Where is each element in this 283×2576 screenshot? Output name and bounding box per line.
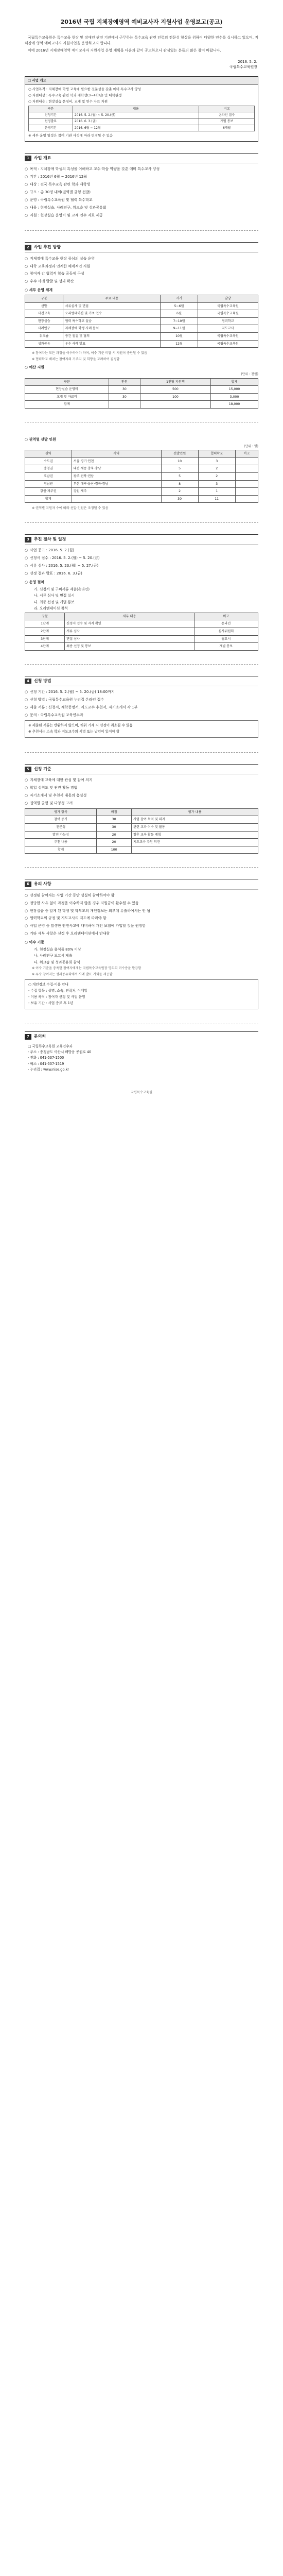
section-title: 추진 절차 및 일정 [33, 537, 66, 542]
list-item: ○ 권역별 균형 및 다양성 고려 [25, 801, 73, 805]
list-item: ○ 제출 서류 : 신청서, 재학증명서, 지도교수 추천서, 자기소개서 각 1부 [25, 705, 138, 709]
note: ※ 협력학교 배치는 참여자의 거주지 및 희망을 고려하여 결정함 [32, 357, 120, 361]
date: 2016. 5. 2. [238, 59, 257, 64]
unit-label: (단위 : 명) [244, 444, 258, 448]
divider [25, 664, 258, 665]
organization: 국립특수교육원장 [229, 65, 257, 70]
list-item: ○ 자기소개서 및 추천서 내용의 충실성 [25, 793, 87, 798]
section-direction [0, 238, 283, 415]
section-cautions [0, 875, 283, 1016]
table-cell: 2016. 6월 ~ 12월 [73, 125, 199, 131]
list-item: ○ 사업 운영 중 발생한 안전사고에 대비하여 개인 보험에 가입할 것을 권장함 [25, 924, 146, 928]
sub-item: 가. 현장실습 출석률 80% 이상 [34, 947, 81, 952]
list-item: ○ 문의 : 국립특수교육원 교육연수과 [25, 713, 83, 717]
divider [25, 867, 258, 868]
list-item: ○ 협력학교의 규정 및 지도교사의 지도에 따라야 함 [25, 916, 107, 921]
section-procedure [0, 530, 283, 657]
note: ※ 이수 기준을 충족한 참여자에게는 국립특수교육원장 명의의 이수증을 발급함 [32, 967, 142, 971]
privacy-line: ○ 개인정보 수집·이용 안내 [28, 982, 68, 987]
table-header: 구분 [25, 295, 63, 302]
section-number: 6 [25, 882, 31, 887]
table-row: 강원·제주권 강원·제주 2 1 [25, 488, 258, 496]
table-row: 참여 동기 30 사업 참여 목적 및 의지 [25, 816, 258, 824]
list-item: ○ 기간 : 2016년 6월 ~ 2016년 12월 [25, 175, 87, 179]
intro-paragraph: 이에 2016년 지체장애영역 예비교사자 지원사업 운영 계획을 다음과 같이 공고하오니 관심있는 분들의 많은 참여 바랍니다. [28, 48, 221, 53]
table-cell: 2016. 5. 2.(월) ~ 5. 20.(금) [73, 112, 199, 118]
table-row: 워크숍 중간 점검 및 협의 10월 국립특수교육원 [25, 333, 258, 341]
title-block [0, 0, 283, 33]
intro [0, 33, 283, 58]
summary-table [28, 106, 255, 131]
notice-box [25, 720, 258, 738]
section-title: 선정 기준 [33, 767, 51, 772]
table-title: ○ 세부 운영 체계 [25, 288, 52, 293]
sub-item: 다. 최종 선정 및 개별 통보 [34, 600, 75, 604]
contact-line: - 팩스 : 041-537-1519 [28, 1061, 64, 1066]
summary-line: ○ 지원대상 : 특수교육 관련 학과 재학생(3~4학년) 및 대학원생 [28, 93, 122, 97]
table-row: 1단계 신청서 접수 및 자격 확인 온라인 [25, 620, 258, 628]
signature-block [0, 58, 283, 74]
privacy-box [25, 979, 258, 1010]
table-cell: 운영기간 [29, 125, 73, 131]
table-title: ○ 권역별 선발 인원 [25, 437, 56, 442]
list-item: ○ 대상 : 전국 특수교육 관련 학과 재학생 [25, 182, 91, 187]
list-item: ○ 목적 : 지체장애 학생의 특성을 이해하고 교수·학습 역량을 갖춘 예비 특수교사 양성 [25, 167, 160, 172]
privacy-line: - 수집 항목 : 성명, 소속, 연락처, 이메일 [28, 988, 87, 993]
list-item: ○ 선정된 참여자는 사업 기간 동안 성실히 참여하여야 함 [25, 893, 115, 897]
table-row: 충청권 대전·세종·충북·충남 5 2 [25, 465, 258, 473]
note: ※ 우수 참여자는 성과공유회에서 사례 발표 기회를 제공함 [32, 972, 113, 976]
summary-box [25, 76, 258, 142]
list-item: ○ 참여자 간 협력적 학습 공동체 구성 [25, 272, 84, 276]
section-title: 사업 추진 방향 [33, 245, 61, 250]
budget-table: 구분 인원 1인당 지원액 합계 현장실습 운영비 30 500 15,000 교재 및 자료비 30 100 3,000 합계 18,000 [25, 378, 258, 409]
table-row: 수도권 서울·경기·인천 10 3 [25, 457, 258, 465]
list-item: ○ 지체장애 교육에 대한 관심 및 참여 의지 [25, 778, 93, 783]
list-item: ○ 정당한 사유 없이 과정을 이수하지 않을 경우 지원금이 환수될 수 있음 [25, 901, 139, 905]
table-row: 전문성 30 관련 교과 이수 및 활동 [25, 824, 258, 832]
table-row: 발전 가능성 20 향후 교육 활동 계획 [25, 831, 258, 839]
table-cell: 개별 통보 [199, 118, 255, 125]
notice-line: ※ 추천서는 소속 학과 지도교수의 서명 또는 날인이 있어야 함 [28, 729, 120, 734]
list-item: ○ 신청서 접수 : 2016. 5. 2.(월) ~ 5. 20.(금) [25, 556, 100, 561]
section-number: 3 [25, 537, 31, 543]
section-criteria [0, 760, 283, 860]
table-row: 2단계 서류 심사 심사위원회 [25, 628, 258, 636]
unit-label: (단위 : 천원) [241, 372, 258, 377]
sub-item: 라. 오리엔테이션 참석 [34, 606, 68, 611]
contact-section [25, 1031, 258, 1074]
table-row: 영남권 부산·대구·울산·경북·경남 8 3 [25, 480, 258, 488]
list-item: ○ 우수 사례 발굴 및 성과 확산 [25, 279, 74, 284]
list-item: ○ 현장실습 중 알게 된 학생 및 학부모의 개인정보는 외부에 유출하여서는 안 됨 [25, 908, 151, 913]
section-application [0, 672, 283, 745]
list-item: ○ 기타 세부 사항은 선정 후 오리엔테이션에서 안내함 [25, 931, 110, 936]
table-row: 사례연구 지체장애 학생 사례 분석 9~11월 지도교사 [25, 325, 258, 333]
section-title: 유의 사항 [33, 882, 51, 887]
criteria-table: 평가 항목 배점 평가 내용 참여 동기 30 사업 참여 목적 및 의지 전문성 30 관련 교과 이수 및 활동 발전 가능성 20 향후 교육 활동 계획 추천 내용 20 지도교수 추천 의견 합계 100 [25, 808, 258, 854]
table-row: 현장실습 협력 특수학교 실습 7~10월 협력학교 [25, 317, 258, 325]
privacy-line: - 보유 기간 : 사업 종료 후 1년 [28, 1001, 74, 1006]
divider [25, 752, 258, 753]
list-item: ○ 사업 공고 : 2016. 5. 2.(월) [25, 548, 75, 553]
summary-heading: □ 사업 개요 [25, 77, 258, 84]
list-item: ○ 선정 결과 발표 : 2016. 6. 3.(금) [25, 571, 82, 575]
table-row: 교재 및 자료비 30 100 3,000 [25, 393, 258, 401]
subsection-title: ○ 이수 기준 [25, 940, 45, 944]
section-title: 문의처 [33, 1034, 46, 1039]
contact-line: □ 국립특수교육원 교육연수과 [28, 1044, 73, 1048]
table-row [29, 112, 255, 118]
section-number: 2 [25, 245, 31, 250]
intro-paragraph: 국립특수교육원은 특수교육 현장 및 장애인 관련 기관에서 근무하는 특수교육 관련 인력의 전문성 향상을 위하여 다양한 연수를 실시하고 있으며, 지체장애 영역 예비교사자 지원사업을 운영하고자 합니다. [25, 36, 258, 45]
table-title: ○ 예산 지원 [25, 365, 45, 370]
divider [25, 230, 258, 231]
table-header: 주요 내용 [63, 295, 161, 302]
list-item: ○ 지원 : 현장실습 운영비 및 교재·연수 자료 제공 [25, 213, 103, 217]
table-cell: 신청기간 [29, 112, 73, 118]
list-item: ○ 지체장애 특수교육 현장 중심의 실습 운영 [25, 256, 95, 261]
list-item: ○ 학업 성취도 및 관련 활동 경험 [25, 786, 78, 790]
table-header: 구분 [29, 106, 73, 112]
table-row: 합계 18,000 [25, 401, 258, 409]
list-item: ○ 서류 심사 : 2016. 5. 23.(월) ~ 5. 27.(금) [25, 564, 99, 568]
table-row: 추천 내용 20 지도교수 추천 의견 [25, 839, 258, 846]
contact-line: - 누리집 : www.nise.go.kr [28, 1067, 69, 1072]
table-row: 현장실습 운영비 30 500 15,000 [25, 386, 258, 394]
note: ※ 권역별 지원자 수에 따라 선발 인원은 조정될 수 있음 [32, 506, 109, 511]
sub-item: 가. 신청서 및 구비서류 제출(온라인) [34, 587, 90, 591]
table-row [29, 125, 255, 131]
table-cell: 6개월 [199, 125, 255, 131]
table-row: 합계 100 [25, 846, 258, 854]
table-cell: 온라인 접수 [199, 112, 255, 118]
section-regional [0, 430, 283, 515]
table-row: 성과공유 우수 사례 발표 12월 국립특수교육원 [25, 340, 258, 348]
regional-table: 권역 지역 선발인원 협력학교 비고 수도권 서울·경기·인천 10 3 충청권 대전·세종·충북·충남 5 2 호남권 광주·전북·전남 5 2 영남권 부산·대구·울산·경북·경남 8 3 강원·제주권 강원·제주 2 1 합계 30 11 [25, 450, 258, 503]
table-cell: 선정발표 [29, 118, 73, 125]
operation-table [25, 295, 258, 348]
list-item: ○ 대학 교육과정과 연계한 체계적인 지원 [25, 264, 91, 268]
table-row [29, 118, 255, 125]
table-cell: 2016. 6. 3.(금) [73, 118, 199, 125]
sub-item: 나. 사례연구 보고서 제출 [34, 954, 73, 958]
notice-line: ※ 제출된 서류는 반환하지 않으며, 허위 기재 시 선정이 취소될 수 있음 [28, 723, 133, 727]
contact-line: - 주소 : 충청남도 아산시 배방읍 공원로 40 [28, 1050, 92, 1055]
summary-note: ※ 세부 운영 일정은 참여 기관 사정에 따라 변경될 수 있음 [28, 133, 113, 138]
contact-line: - 전화 : 041-537-1500 [28, 1056, 64, 1060]
table-row: 사전교육 오리엔테이션 및 기초 연수 6월 국립특수교육원 [25, 310, 258, 318]
table-header: 담당 [198, 295, 258, 302]
table-row: 합계 30 11 [25, 495, 258, 503]
table-row: 4단계 최종 선정 및 통보 개별 통보 [25, 643, 258, 651]
list-item: ○ 운영 : 국립특수교육원 및 협력 특수학교 [25, 197, 93, 202]
divider [25, 522, 258, 523]
section-number: 5 [25, 767, 31, 772]
table-header: 내용 [73, 106, 199, 112]
subsection-title: ○ 운영 절차 [25, 580, 45, 584]
list-item: ○ 규모 : 총 30명 내외(권역별 균형 선발) [25, 190, 91, 194]
table-row: 선발 서류심사 및 면접 5~6월 국립특수교육원 [25, 302, 258, 310]
footer: 국립특수교육원 [131, 1090, 152, 1094]
list-item: ○ 신청 기간 : 2016. 5. 2.(월) ~ 5. 20.(금) 18:00까지 [25, 690, 115, 694]
list-item: ○ 내용 : 현장실습, 사례연구, 워크숍 및 성과공유회 [25, 205, 107, 210]
procedure-table: 구분 세부 내용 비고 1단계 신청서 접수 및 자격 확인 온라인 2단계 서류 심사 심사위원회 3단계 면접 심사 필요시 4단계 최종 선정 및 통보 개별 통보 [25, 613, 258, 651]
section-title: 신청 방법 [33, 678, 51, 683]
summary-line: ○ 지원내용 : 현장실습 운영비, 교재 및 연수 자료 지원 [28, 99, 108, 104]
list-item: ○ 신청 방법 : 국립특수교육원 누리집 온라인 접수 [25, 698, 104, 702]
table-header: 시기 [161, 295, 198, 302]
sub-item: 나. 서류 심사 및 면접 실시 [34, 594, 75, 598]
table-header: 비고 [199, 106, 255, 112]
sub-item: 다. 워크숍 및 성과공유회 참석 [34, 960, 80, 964]
section-number: 4 [25, 679, 31, 684]
section-number: 1 [25, 156, 31, 161]
section-overview [0, 149, 283, 223]
privacy-line: - 이용 목적 : 참여자 선정 및 사업 운영 [28, 995, 85, 999]
table-row: 호남권 광주·전북·전남 5 2 [25, 473, 258, 481]
document-title: 2016년 국립 지체장애영역 예비교사자 지원사업 운영보고(공고) [61, 18, 223, 28]
table-row: 3단계 면접 심사 필요시 [25, 635, 258, 643]
note: ※ 참여자는 모든 과정을 이수하여야 하며, 이수 기준 미달 시 지원이 중단될 수 있음 [32, 351, 147, 355]
section-title: 사업 개요 [33, 156, 51, 161]
summary-line: ○ 사업목적 : 지체장애 학생 교육에 필요한 전문성을 갖춘 예비 특수교사 양성 [28, 87, 141, 91]
section-number: 7 [25, 1034, 31, 1040]
